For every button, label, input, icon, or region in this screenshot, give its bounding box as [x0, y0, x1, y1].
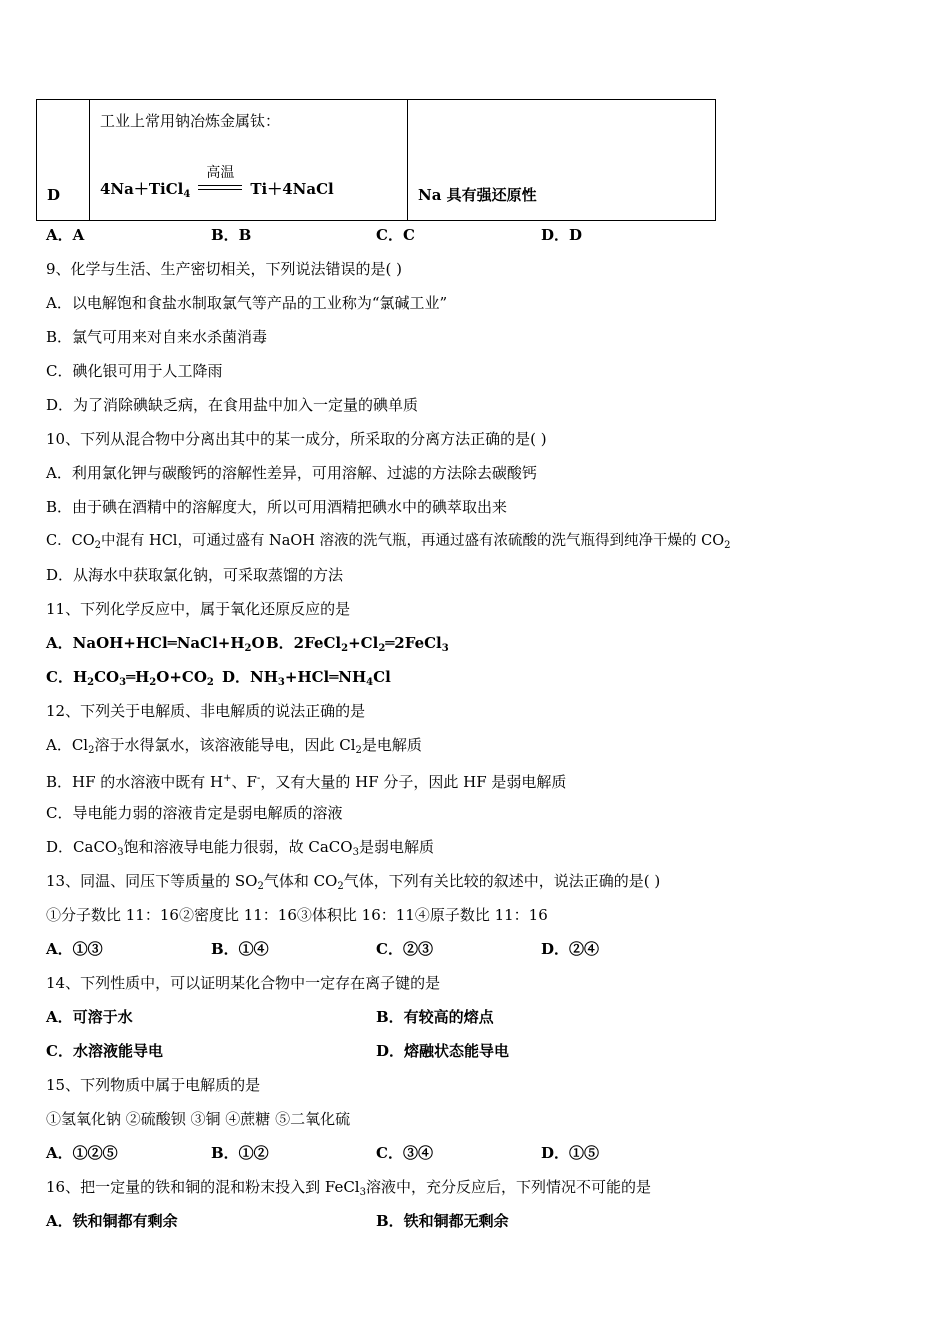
q12-d-sub2: 3 — [352, 847, 359, 858]
q13-stem-part2: 气体和 CO — [263, 872, 338, 890]
q13-option-d: D．②④ — [541, 940, 600, 958]
q11-b-part3: ═2FeCl — [385, 634, 442, 652]
q8-option-b: B．B — [211, 226, 252, 244]
table-cell-statement — [90, 100, 408, 220]
reason-text: Na 具有强还原性 — [418, 186, 537, 204]
q11-b-sub2: 2 — [378, 643, 386, 654]
q9-option-d: D．为了消除碘缺乏病，在食用盐中加入一定量的碘单质 — [46, 396, 419, 414]
q12-option-a — [46, 734, 422, 756]
row-label: D — [47, 186, 61, 204]
q10-c-sub2: 2 — [724, 540, 731, 551]
q13-option-a: A．①③ — [46, 940, 103, 958]
answer-table-row-d — [36, 99, 716, 221]
q16-stem-part1: 16、把一定量的铁和铜的混和粉末投入到 FeCl — [46, 1178, 360, 1196]
q11-a-part2: O — [251, 634, 265, 652]
q11-option-c — [46, 666, 214, 688]
q11-c-sub4: 2 — [206, 677, 214, 688]
q13-stem — [46, 870, 660, 892]
q13-stem-sub1: 2 — [257, 881, 264, 892]
q11-c-part4: O+CO — [156, 668, 207, 686]
q10-option-b: B．由于碘在酒精中的溶解度大，所以可用酒精把碘水中的碘萃取出来 — [46, 498, 508, 516]
q11-b-sub3: 3 — [441, 643, 449, 654]
q14-stem: 14、下列性质中，可以证明某化合物中一定存在离子键的是 — [46, 974, 441, 992]
q16-option-a: A．铁和铜都有剩余 — [46, 1212, 178, 1230]
q10-c-sub1: 2 — [94, 540, 101, 551]
q11-d-part1: D．NH — [222, 668, 278, 686]
q12-stem: 12、下列关于电解质、非电解质的说法正确的是 — [46, 702, 366, 720]
q10-c-part2: 中混有 HCl，可通过盛有 NaOH 溶液的洗气瓶，再通过盛有浓硫酸的洗气瓶得到纯净干燥的 CO — [100, 533, 725, 549]
q12-a-part2: 溶于水得氯水，该溶液能导电，因此 Cl — [94, 736, 356, 754]
q12-d-part3: 是弱电解质 — [358, 838, 434, 856]
q11-stem: 11、下列化学反应中，属于氧化还原反应的是 — [46, 600, 351, 618]
q16-stem-part2: 溶液中，充分反应后，下列情况不可能的是 — [365, 1178, 651, 1196]
q9-stem: 9、化学与生活、生产密切相关，下列说法错误的是( ) — [46, 260, 403, 278]
q16-stem — [46, 1176, 651, 1198]
q11-b-part1: B．2FeCl — [266, 634, 342, 652]
q11-a-part1: A．NaOH+HCl═NaCl+H — [46, 634, 245, 652]
q12-option-b — [46, 768, 566, 790]
q11-c-part1: C．H — [46, 668, 88, 686]
q13-stem-part1: 13、同温、同压下等质量的 SO — [46, 872, 258, 890]
q16-option-b: B．铁和铜都无剩余 — [376, 1212, 509, 1230]
q16-stem-sub: 3 — [359, 1187, 366, 1198]
q11-d-part3: Cl — [373, 668, 391, 686]
q11-option-a — [46, 632, 265, 654]
q13-stem-part3: 气体，下列有关比较的叙述中，说法正确的是( ) — [343, 872, 661, 890]
q11-d-part2: +HCl═NH — [284, 668, 367, 686]
q8-option-c: C．C — [376, 226, 415, 244]
q12-a-sub2: 2 — [355, 745, 362, 756]
q12-option-c: C．导电能力弱的溶液肯定是弱电解质的溶液 — [46, 804, 343, 822]
reaction-condition — [198, 165, 242, 196]
q15-option-c: C．③④ — [376, 1144, 433, 1162]
q12-d-sub1: 3 — [117, 847, 124, 858]
q12-d-part2: 饱和溶液导电能力很弱，故 CaCO — [123, 838, 353, 856]
q15-option-b: B．①② — [211, 1144, 269, 1162]
q10-option-c — [46, 530, 731, 552]
q12-a-sub1: 2 — [88, 745, 95, 756]
eq-products: Ti＋4NaCl — [250, 180, 334, 198]
q11-c-sub3: 2 — [149, 677, 157, 688]
q11-a-sub: 2 — [244, 643, 252, 654]
q14-option-c: C．水溶液能导电 — [46, 1042, 163, 1060]
q12-b-part1: B．HF 的水溶液中既有 H — [46, 773, 224, 791]
q12-b-sup1: + — [223, 773, 232, 784]
q11-d-sub2: 4 — [366, 677, 374, 688]
q11-d-sub1: 3 — [277, 677, 285, 688]
q13-option-b: B．①④ — [211, 940, 269, 958]
statement-text: 工业上常用钠冶炼金属钛： — [100, 112, 281, 130]
q11-b-part2: +Cl — [348, 634, 379, 652]
q10-option-a: A．利用氯化钾与碳酸钙的溶解性差异，可用溶解、过滤的方法除去碳酸钙 — [46, 464, 537, 482]
q11-c-sub1: 2 — [87, 677, 95, 688]
table-cell-label — [37, 100, 90, 220]
reaction-equation — [100, 165, 334, 200]
q13-option-c: C．②③ — [376, 940, 433, 958]
q8-option-d: D．D — [541, 226, 583, 244]
eq-reactants: 4Na＋TiCl — [100, 180, 184, 198]
q12-b-sup2: - — [256, 773, 261, 784]
q10-c-part1: C．CO — [46, 533, 95, 549]
q13-stem-sub2: 2 — [337, 881, 344, 892]
q12-b-part3: ，又有大量的 HF 分子，因此 HF 是弱电解质 — [260, 773, 567, 791]
q12-a-part1: A．Cl — [46, 736, 89, 754]
q15-option-d: D．①⑤ — [541, 1144, 600, 1162]
q15-stem: 15、下列物质中属于电解质的是 — [46, 1076, 261, 1094]
q15-items: ①氢氧化钠 ②硫酸钡 ③铜 ④蔗糖 ⑤二氧化硫 — [46, 1110, 351, 1128]
q12-a-part3: 是电解质 — [361, 736, 422, 754]
q11-b-sub1: 2 — [341, 643, 349, 654]
table-cell-reason — [408, 100, 715, 220]
q12-b-part2: 、F — [231, 773, 257, 791]
q11-c-part2: CO — [94, 668, 120, 686]
q10-option-d: D．从海水中获取氯化钠，可采取蒸馏的方法 — [46, 566, 344, 584]
q12-d-part1: D．CaCO — [46, 838, 118, 856]
condition-label: 高温 — [206, 165, 235, 181]
q15-option-a: A．①②⑤ — [46, 1144, 118, 1162]
q11-option-b — [266, 632, 449, 654]
double-equals-sign — [198, 185, 242, 190]
q10-stem: 10、下列从混合物中分离出其中的某一成分，所采取的分离方法正确的是( ) — [46, 430, 547, 448]
q14-option-a: A．可溶于水 — [46, 1008, 133, 1026]
q11-c-part3: ═H — [126, 668, 150, 686]
q9-option-b: B．氯气可用来对自来水杀菌消毒 — [46, 328, 268, 346]
q9-option-c: C．碘化银可用于人工降雨 — [46, 362, 223, 380]
q14-option-d: D．熔融状态能导电 — [376, 1042, 510, 1060]
q9-option-a: A．以电解饱和食盐水制取氯气等产品的工业称为“氯碱工业” — [46, 294, 448, 312]
q13-items: ①分子数比 11：16②密度比 11：16③体积比 16：11④原子数比 11：16 — [46, 906, 548, 924]
eq-subscript: 4 — [183, 189, 191, 200]
q11-option-d — [222, 666, 391, 688]
q8-option-a: A．A — [46, 226, 85, 244]
q14-option-b: B．有较高的熔点 — [376, 1008, 494, 1026]
q11-c-sub2: 3 — [119, 677, 127, 688]
q12-option-d — [46, 836, 434, 858]
